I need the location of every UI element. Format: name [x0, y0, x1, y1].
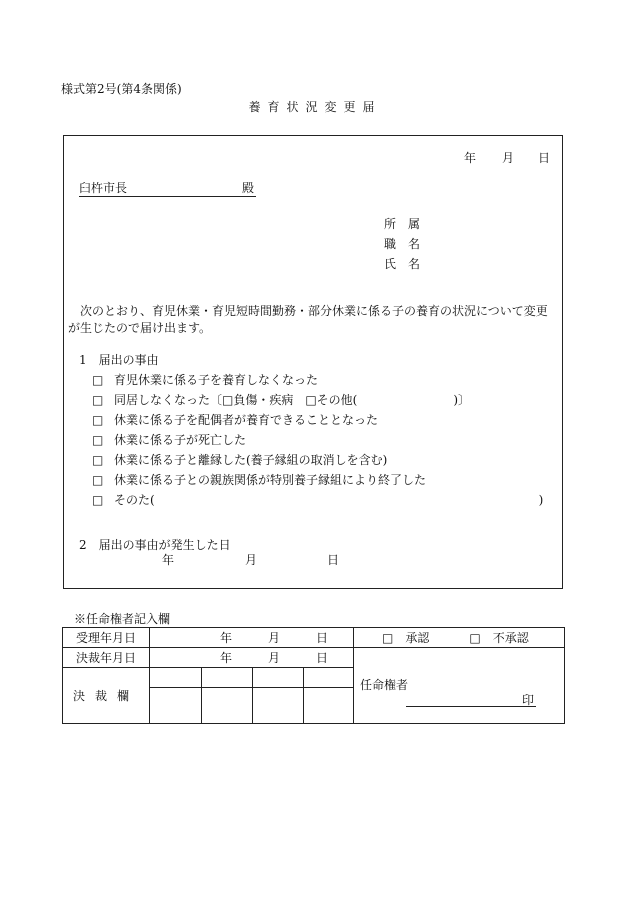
form-number-label: 様式第2号(第4条関係)	[61, 82, 182, 96]
addressee-suffix: 殿	[242, 181, 255, 195]
kessai-label: 決裁欄	[63, 668, 150, 724]
addressee-underline	[79, 196, 256, 197]
kessai-stamp-cell[interactable]	[253, 688, 304, 724]
seal-mark: 印	[522, 693, 535, 707]
kessai-stamp-cell[interactable]	[304, 668, 354, 688]
addressee-name: 臼杵市長	[79, 181, 128, 195]
reason-item: □ 休業に係る子と離縁した(養子縁組の取消しを含む)	[92, 453, 388, 467]
checkbox[interactable]: □	[92, 453, 104, 467]
approval-choice-cell	[354, 628, 565, 648]
year-label: 年	[464, 151, 477, 165]
occurrence-day: 日	[327, 553, 340, 567]
checkbox[interactable]: □	[92, 413, 104, 427]
appointer-note: ※任命権者記入欄	[74, 612, 171, 626]
section2-heading: 2 届出の事由が発生した日	[79, 538, 231, 552]
checkbox[interactable]: □	[92, 373, 104, 387]
signature-line	[406, 706, 536, 707]
position-label: 職 名	[384, 237, 421, 251]
approve-checkbox[interactable]: □	[382, 631, 394, 645]
checkbox[interactable]: □	[92, 493, 104, 507]
reason-item: □ そのた( )	[92, 493, 544, 507]
submission-date	[464, 152, 550, 164]
occurrence-month: 月	[245, 553, 258, 567]
reject-label: 不承認	[492, 631, 529, 645]
kessai-stamp-cell[interactable]	[202, 688, 253, 724]
affiliation-label: 所 属	[384, 217, 421, 231]
checkbox[interactable]: □	[92, 433, 104, 447]
appointer-cell	[354, 648, 565, 724]
received-date-label: 受理年月日	[63, 628, 150, 648]
reason-item: □ 休業に係る子との親族関係が特別養子縁組により終了した	[92, 473, 427, 487]
reason-item: □ 休業に係る子が死亡した	[92, 433, 247, 447]
name-label: 氏 名	[384, 257, 421, 271]
kessai-stamp-cell[interactable]	[304, 688, 354, 724]
checkbox[interactable]: □	[92, 393, 104, 407]
kessai-stamp-cell[interactable]	[253, 668, 304, 688]
day-label: 日	[538, 151, 551, 165]
reason-item: □ 休業に係る子を配偶者が養育できることとなった	[92, 413, 379, 427]
section1-heading: 1 届出の事由	[79, 353, 159, 367]
month-label: 月	[502, 151, 515, 165]
reason-item: □ 同居しなくなった〔□負傷・疾病 □その他( )〕	[92, 393, 471, 407]
appointer-label: 任命権者	[360, 678, 409, 692]
approve-label: 承認	[405, 631, 430, 645]
approval-table	[62, 627, 565, 724]
decision-date-cell[interactable]: 年 月 日	[150, 648, 354, 668]
received-date-cell[interactable]: 年 月 日	[150, 628, 354, 648]
kessai-stamp-cell[interactable]	[150, 668, 202, 688]
document-title: 養育状況変更届	[248, 100, 382, 114]
kessai-stamp-cell[interactable]	[150, 688, 202, 724]
addressee	[79, 182, 254, 194]
decision-date-label: 決裁年月日	[63, 648, 150, 668]
occurrence-year: 年	[162, 553, 175, 567]
body-text: 次のとおり、育児休業・育児短時間勤務・部分休業に係る子の養育の状況について変更が生じたので届け出ます。	[68, 304, 548, 335]
reject-checkbox[interactable]: □	[469, 631, 481, 645]
kessai-stamp-cell[interactable]	[202, 668, 253, 688]
checkbox[interactable]: □	[92, 473, 104, 487]
reason-item: □ 育児休業に係る子を養育しなくなった	[92, 373, 319, 387]
